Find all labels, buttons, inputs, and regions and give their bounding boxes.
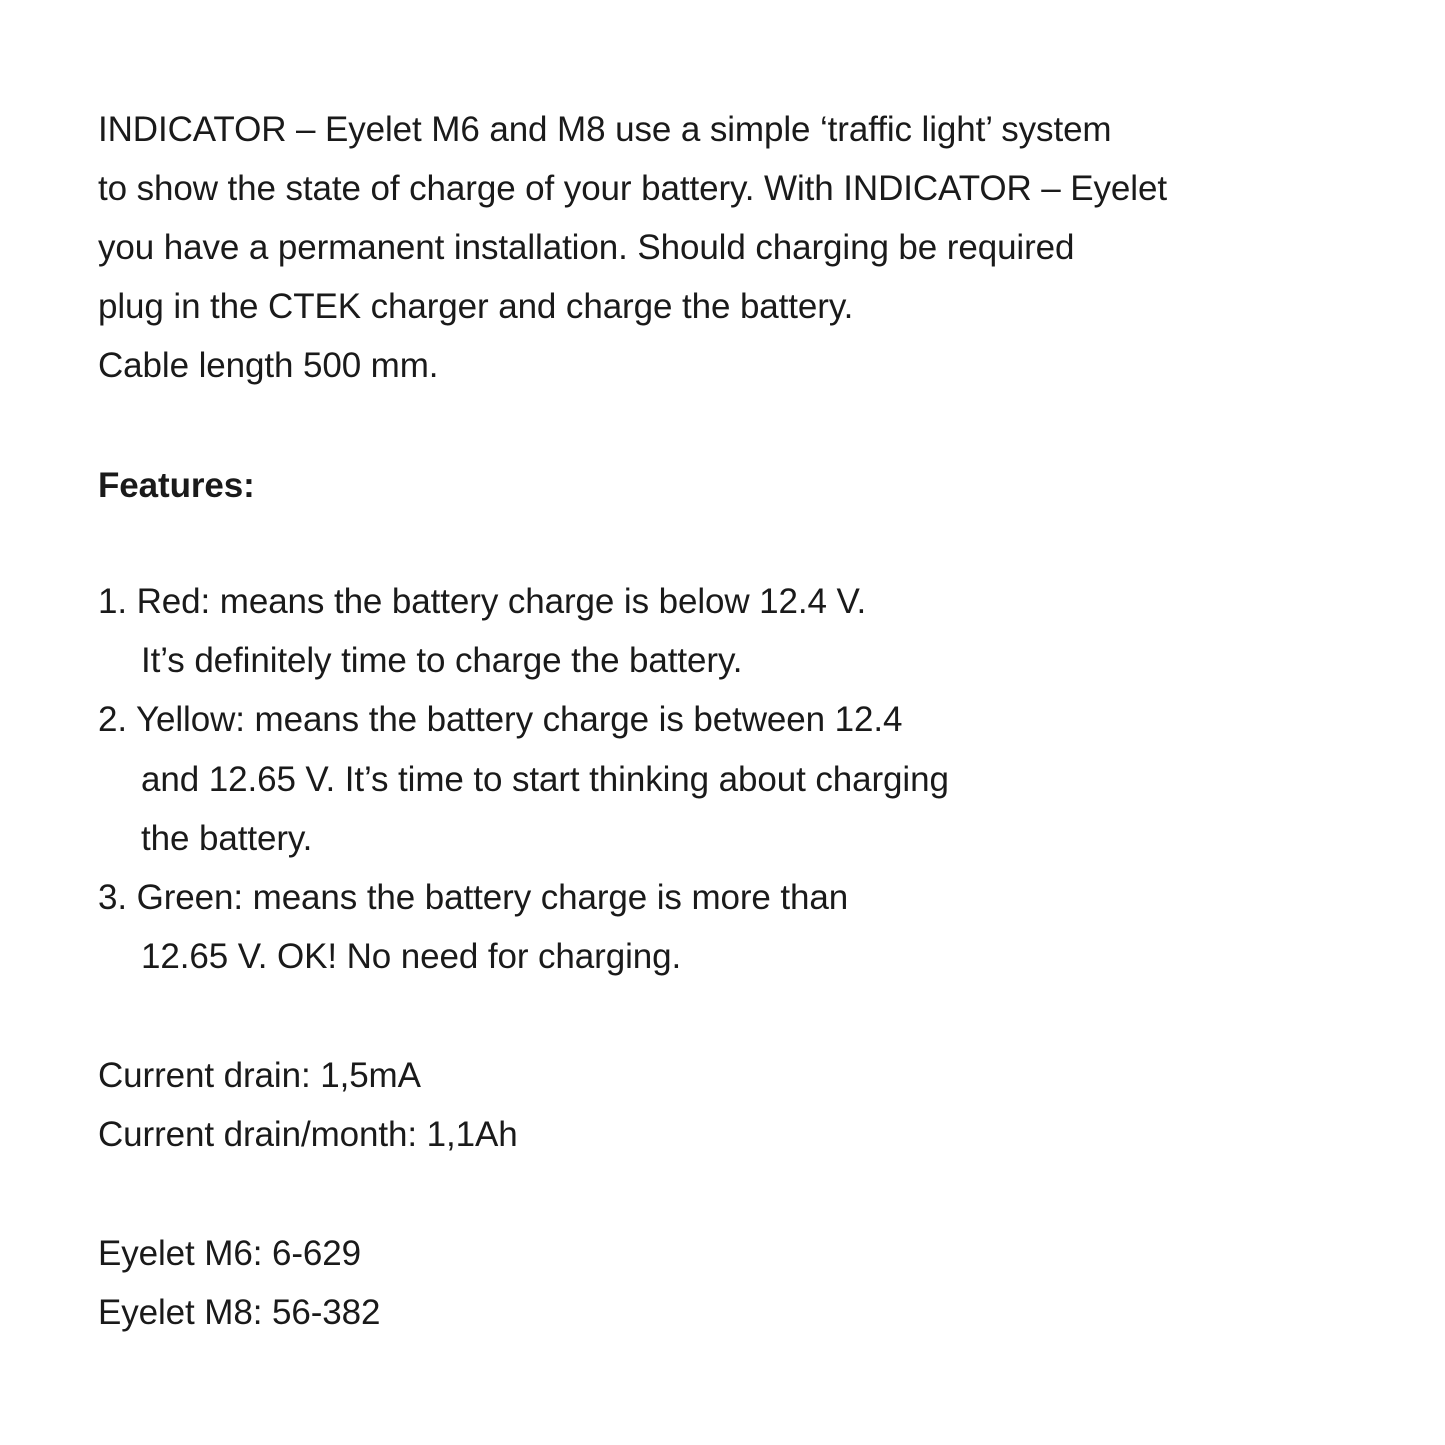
- feature-item-line: It’s definitely time to charge the battery.: [141, 641, 743, 680]
- intro-line-4: plug in the CTEK charger and charge the battery.: [98, 287, 854, 326]
- feature-item-line: 12.65 V. OK! No need for charging.: [141, 937, 682, 976]
- current-drain-line: Current drain: 1,5mA: [98, 1056, 421, 1095]
- feature-item-line: 1. Red: means the battery charge is below 12.4 V.: [98, 582, 867, 621]
- intro-line-3: you have a permanent installation. Should charging be required: [98, 228, 1075, 267]
- feature-item-line: the battery.: [141, 819, 313, 858]
- feature-item-line: and 12.65 V. It’s time to start thinking about charging: [141, 760, 949, 799]
- intro-line-2: to show the state of charge of your battery. With INDICATOR – Eyelet: [98, 169, 1167, 208]
- feature-item-line: 2. Yellow: means the battery charge is between 12.4: [98, 700, 903, 739]
- cable-length-line: Cable length 500 mm.: [98, 346, 439, 385]
- intro-line-1: INDICATOR – Eyelet M6 and M8 use a simple ‘traffic light’ system: [98, 110, 1112, 149]
- current-drain-month-line: Current drain/month: 1,1Ah: [98, 1115, 518, 1154]
- features-heading: Features:: [98, 466, 255, 505]
- part-number-m8: Eyelet M8: 56-382: [98, 1293, 381, 1332]
- feature-item-line: 3. Green: means the battery charge is more than: [98, 878, 849, 917]
- part-number-m6: Eyelet M6: 6-629: [98, 1234, 361, 1273]
